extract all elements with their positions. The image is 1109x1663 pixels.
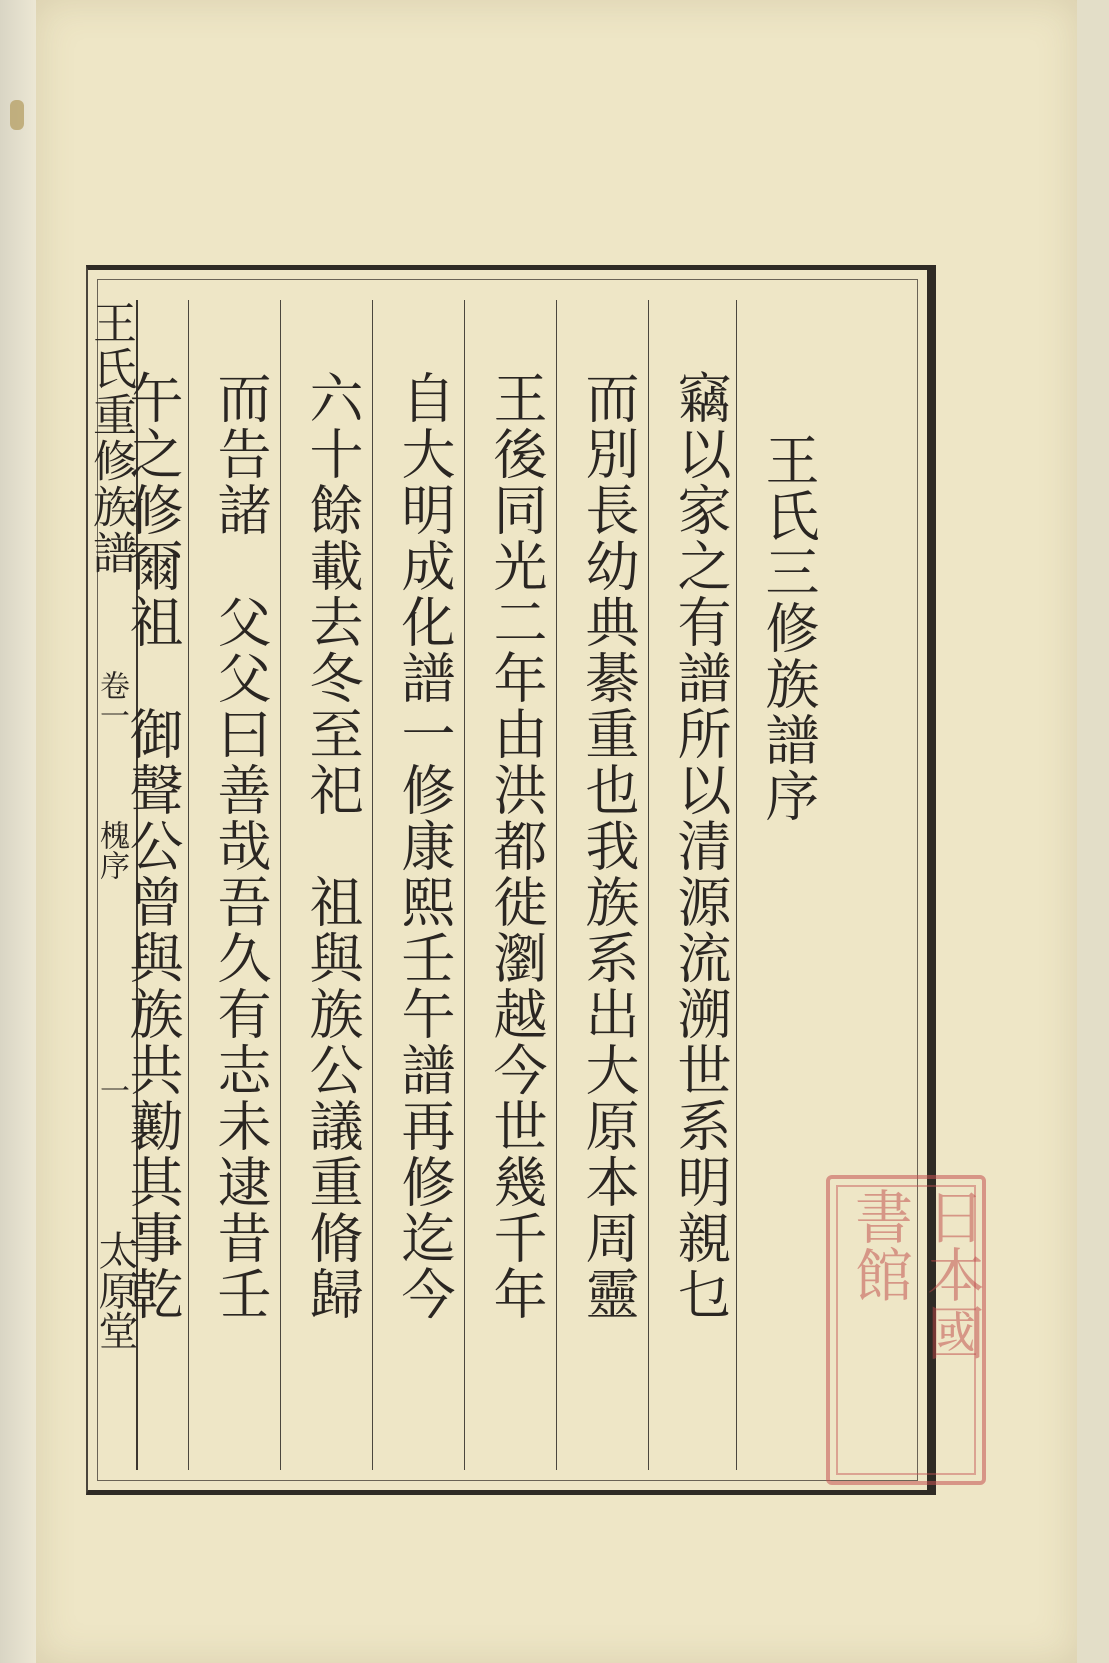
text-column-7: 午之修爾祖 御聲公曾與族共勷其事乾 [121, 370, 184, 1322]
spine-volume: 卷一 [94, 670, 129, 730]
column-rule [464, 300, 465, 1470]
text-column-6: 而告諸 父父曰善哉吾久有志未逮昔壬 [209, 370, 272, 1322]
column-rule [280, 300, 281, 1470]
column-rule [736, 300, 737, 1470]
seal-text-left: 書館 [845, 1187, 913, 1303]
column-rule [648, 300, 649, 1470]
adjacent-page-edge [0, 0, 36, 1663]
spine-book-title: 王氏重修族譜 [85, 300, 136, 576]
spine-hall-name: 太原堂 [92, 1230, 138, 1350]
spine-page-number: 一 [94, 1075, 129, 1105]
column-rule [188, 300, 189, 1470]
column-rule [556, 300, 557, 1470]
spine-section: 槐序 [94, 820, 129, 880]
text-column-3: 王後同光二年由洪都徙瀏越今世幾千年 [485, 370, 548, 1322]
text-column-4: 自大明成化譜一修康熙壬午譜再修迄今 [393, 370, 456, 1322]
text-column-2: 而別長幼典綦重也我族系出大原本周靈 [577, 370, 640, 1322]
document-page [36, 0, 1077, 1663]
text-column-1: 竊以家之有譜所以清源流溯世系明親乜 [669, 370, 732, 1322]
preface-title: 王氏三修族譜序 [757, 432, 820, 824]
seal-text-right: 日本國 [917, 1187, 985, 1361]
text-column-5: 六十餘載去冬至祀 祖與族公議重脩歸 [301, 370, 364, 1322]
library-seal-stamp [826, 1175, 986, 1485]
paper-stain [10, 100, 24, 130]
column-rule [372, 300, 373, 1470]
